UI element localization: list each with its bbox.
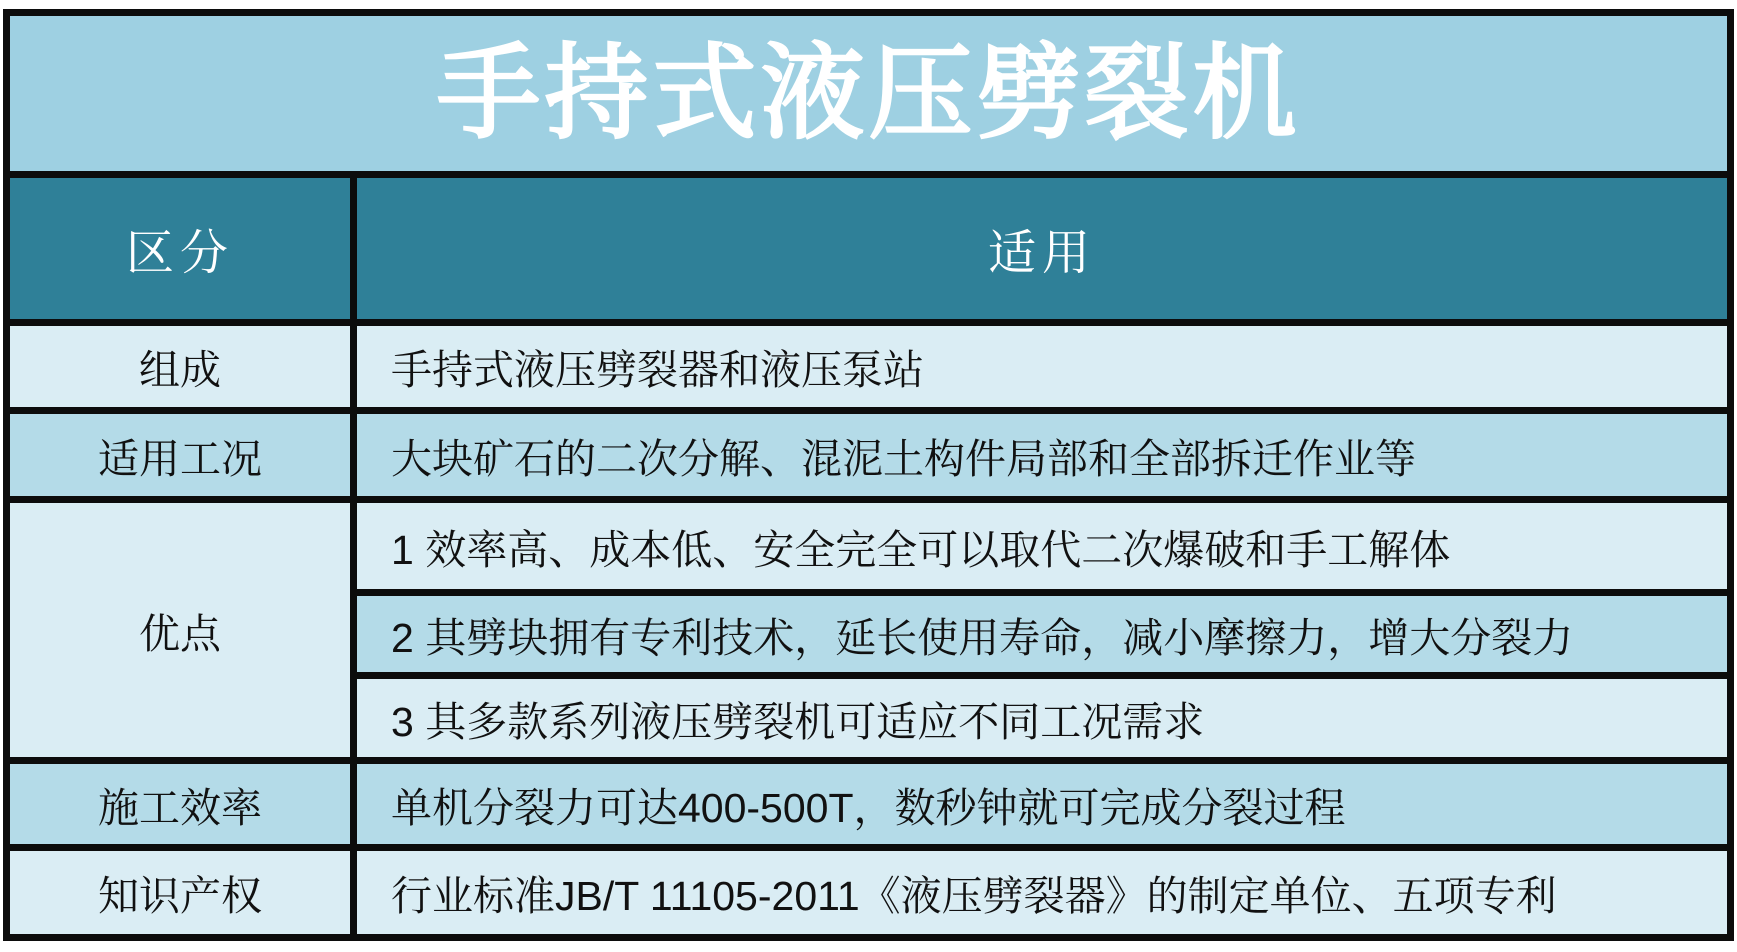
table-row [7, 323, 1731, 411]
table-row [7, 848, 1731, 938]
row-label-conditions: 适用工况 [7, 411, 354, 500]
row-label-composition: 组成 [7, 323, 354, 411]
row-value-advantage-3: 3 其多款系列液压劈裂机可适应不同工况需求 [354, 676, 1731, 761]
table-row [7, 500, 1731, 593]
header-cell-category: 区分 [7, 175, 354, 323]
table-row [7, 761, 1731, 848]
row-value-composition: 手持式液压劈裂器和液压泵站 [354, 323, 1731, 411]
row-value-advantage-2: 2 其劈块拥有专利技术，延长使用寿命，减小摩擦力，增大分裂力 [354, 593, 1731, 676]
row-label-efficiency: 施工效率 [7, 761, 354, 848]
table-row [7, 411, 1731, 500]
row-value-advantage-1: 1 效率高、成本低、安全完全可以取代二次爆破和手工解体 [354, 500, 1731, 593]
header-row [7, 175, 1731, 323]
row-label-advantages: 优点 [7, 500, 354, 761]
row-value-ip: 行业标准JB/T 11105-2011《液压劈裂器》的制定单位、五项专利 [354, 848, 1731, 938]
title-row [7, 13, 1731, 175]
spec-table [3, 9, 1734, 941]
page-container [3, 9, 1734, 941]
page-title: 手持式液压劈裂机 [7, 13, 1731, 175]
row-value-conditions: 大块矿石的二次分解、混泥土构件局部和全部拆迁作业等 [354, 411, 1731, 500]
row-label-ip: 知识产权 [7, 848, 354, 938]
row-value-efficiency: 单机分裂力可达400-500T，数秒钟就可完成分裂过程 [354, 761, 1731, 848]
header-cell-applicable: 适用 [354, 175, 1731, 323]
